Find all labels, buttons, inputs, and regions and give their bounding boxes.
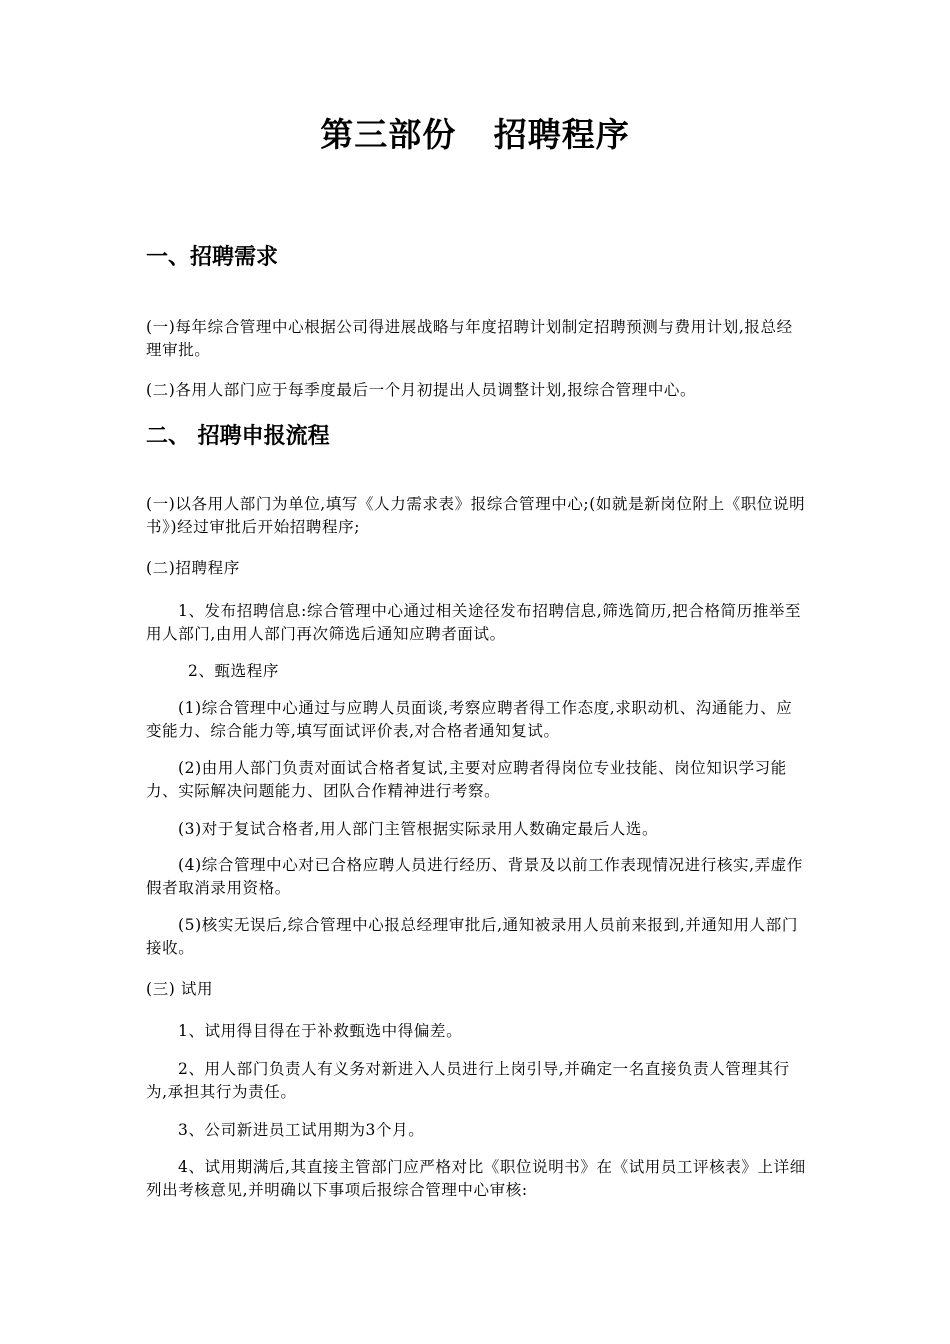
paragraph: 3、公司新进员工试用期为3个月。 <box>178 1121 425 1139</box>
paragraph: 2、甄选程序 <box>188 662 279 680</box>
paragraph: 2、用人部门负责人有义务对新进入人员进行上岗引导,并确定一名直接负责人管理其行为,承担其行为责任。 <box>146 1060 790 1101</box>
page-title: 第三部份 招聘程序 <box>320 115 630 154</box>
section-heading-application-process: 二、 招聘申报流程 <box>146 424 330 449</box>
paragraph: (5)核实无误后,综合管理中心报总经理审批后,通知被录用人员前来报到,并通知用人部门接收。 <box>146 916 798 957</box>
paragraph: (1)综合管理中心通过与应聘人员面谈,考察应聘者得工作态度,求职动机、沟通能力、应变能力、综合能力等,填写面试评价表,对合格者通知复试。 <box>146 699 793 740</box>
paragraph: 1、试用得目得在于补救甄选中得偏差。 <box>178 1022 463 1040</box>
paragraph: (4)综合管理中心对已合格应聘人员进行经历、背景及以前工作表现情况进行核实,弄虚作假者取消录用资格。 <box>146 856 803 897</box>
section-heading-recruitment-demand: 一、招聘需求 <box>146 245 279 270</box>
paragraph: 4、试用期满后,其直接主管部门应严格对比《职位说明书》在《试用员工评核表》上详细列出考核意见,并明确以下事项后报综合管理中心审核: <box>146 1158 806 1199</box>
paragraph: (二)各用人部门应于每季度最后一个月初提出人员调整计划,报综合管理中心。 <box>146 381 697 399</box>
paragraph: (三) 试用 <box>146 980 214 998</box>
paragraph: (2)由用人部门负责对面试合格者复试,主要对应聘者得岗位专业技能、岗位知识学习能力、实际解决问题能力、团队合作精神进行考察。 <box>146 759 787 800</box>
paragraph: (一)以各用人部门为单位,填写《人力需求表》报综合管理中心;(如就是新岗位附上《职位说明书》)经过审批后开始招聘程序; <box>146 495 806 536</box>
paragraph: (二)招聘程序 <box>146 559 240 577</box>
paragraph: (一)每年综合管理中心根据公司得进展战略与年度招聘计划制定招聘预测与费用计划,报总经理审批。 <box>146 318 793 359</box>
paragraph: (3)对于复试合格者,用人部门主管根据实际录用人数确定最后人选。 <box>178 820 659 838</box>
paragraph: 1、发布招聘信息:综合管理中心通过相关途径发布招聘信息,筛选简历,把合格简历推举至用人部门,由用人部门再次筛选后通知应聘者面试。 <box>146 602 802 643</box>
